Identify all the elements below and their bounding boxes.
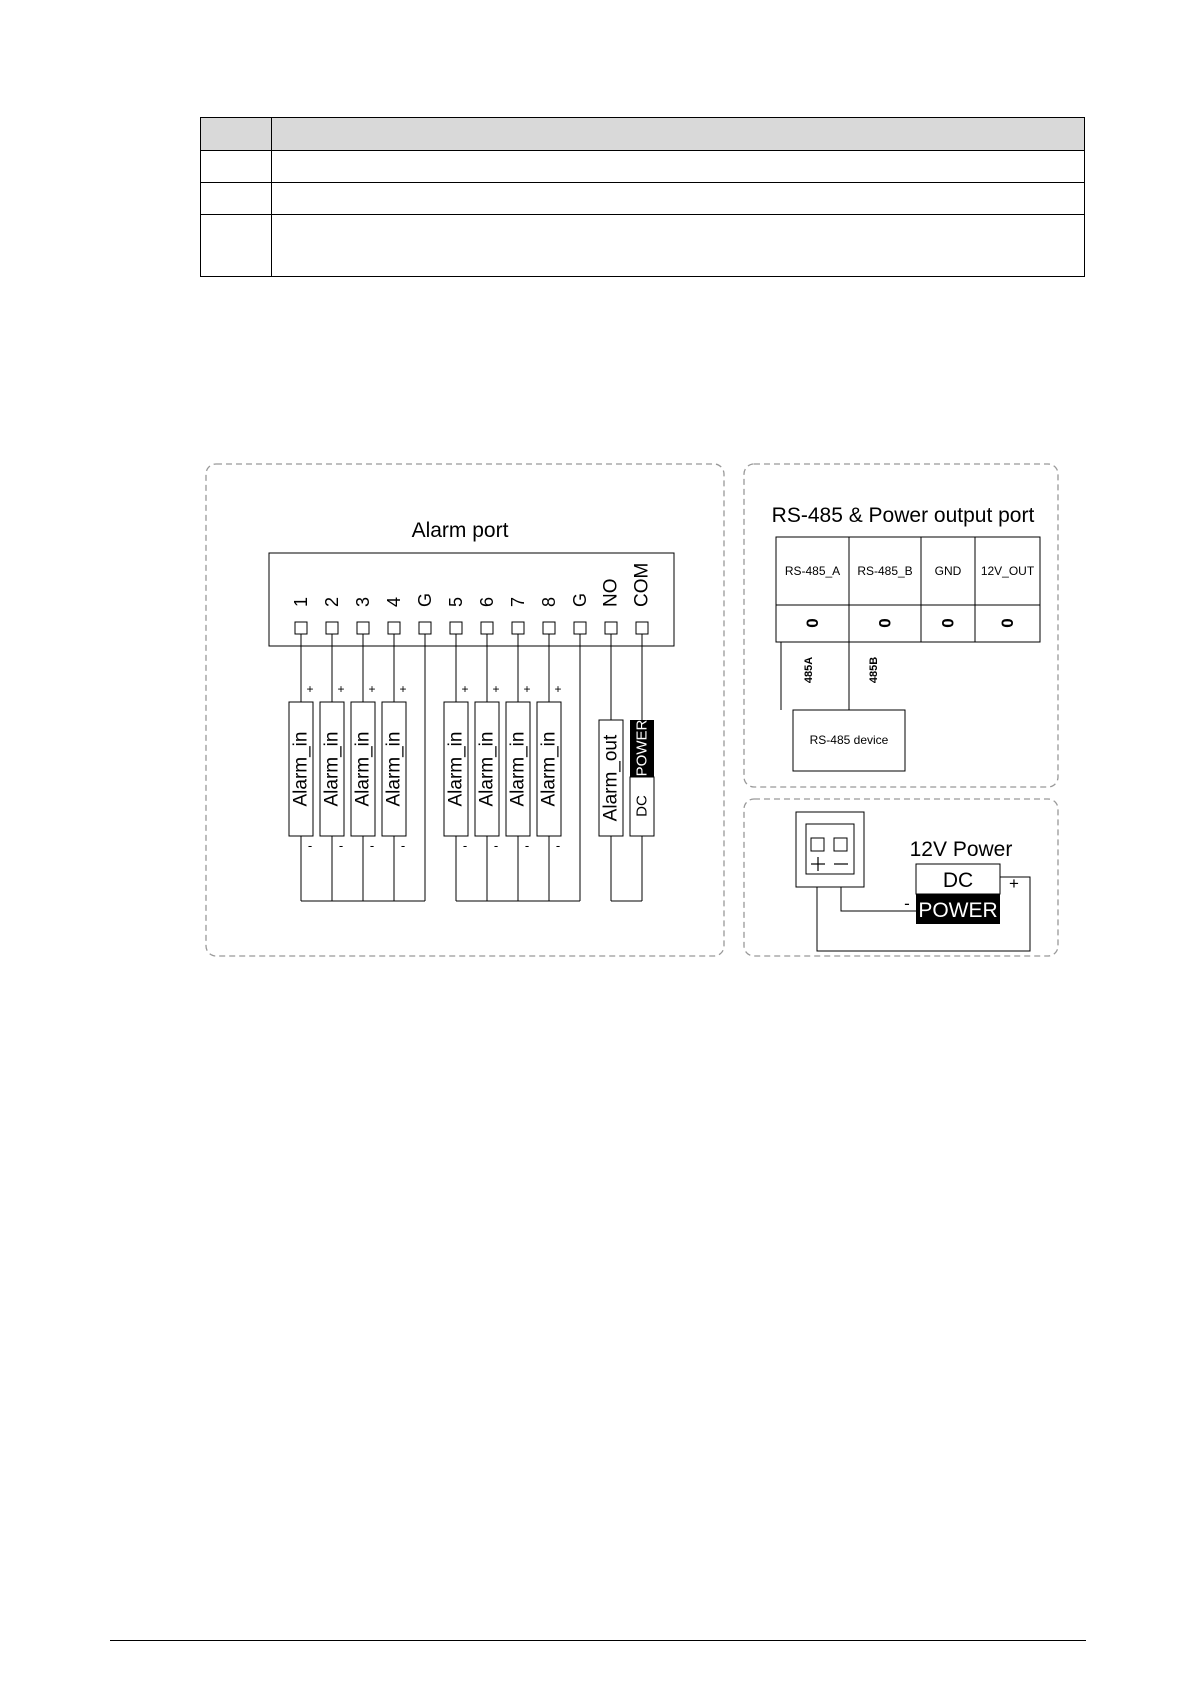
rs485-pin: 0 <box>875 618 895 628</box>
wire-485b-label: 485B <box>868 656 880 684</box>
terminal-label: NO <box>600 578 622 607</box>
terminal-pin <box>636 622 648 634</box>
terminal-pin <box>295 622 307 634</box>
minus-sign: - <box>369 838 375 853</box>
footer-rule <box>110 1640 1086 1641</box>
minus-sign: - <box>307 838 313 853</box>
alarm-terminals <box>291 563 653 634</box>
terminal-pin <box>326 622 338 634</box>
terminal-label: 5 <box>446 596 466 607</box>
plus-sign: + <box>306 682 314 696</box>
alarm-in-label: Alarm_in <box>445 731 467 807</box>
terminal-pin <box>357 622 369 634</box>
alarm-in-label: Alarm_in <box>352 731 374 807</box>
alarm-out-label: Alarm_out <box>600 734 622 822</box>
plus-sign: + <box>399 682 407 696</box>
terminal-pin <box>512 622 524 634</box>
alarm-in-label: Alarm_in <box>321 731 343 807</box>
alarm-port-title: Alarm port <box>411 519 509 542</box>
minus-sign: - <box>555 838 561 853</box>
power-title: 12V Power <box>909 838 1013 861</box>
plus-sign: + <box>554 682 562 696</box>
wire-485a-label: 485A <box>803 656 815 684</box>
terminal-label: 2 <box>322 596 342 607</box>
terminal-label: G <box>570 592 590 607</box>
plus-sign: + <box>523 682 531 696</box>
rs485-pin: 0 <box>938 618 958 628</box>
com-power-label: POWER <box>633 719 651 777</box>
terminal-label: COM <box>631 562 653 607</box>
com-dc-label: DC <box>633 795 651 817</box>
terminal-label: G <box>415 592 435 607</box>
power-power-label: POWER <box>918 899 998 922</box>
minus-sign: - <box>493 838 499 853</box>
terminal-label: 1 <box>291 596 311 607</box>
rs485-connector <box>776 537 1040 642</box>
rs485-device-label: RS-485 device <box>809 733 889 747</box>
plus-sign: + <box>337 682 345 696</box>
alarm-in-label: Alarm_in <box>538 731 560 807</box>
alarm-in-label: Alarm_in <box>290 731 312 807</box>
rs485-header: 12V_OUT <box>980 564 1035 578</box>
power-plus-sign: + <box>1009 874 1019 893</box>
rs485-header: GND <box>934 564 962 578</box>
terminal-pin <box>605 622 617 634</box>
alarm-in-label: Alarm_in <box>476 731 498 807</box>
rs485-header: RS-485_A <box>784 564 841 578</box>
terminal-pin <box>574 622 586 634</box>
terminal-pin <box>543 622 555 634</box>
minus-sign: - <box>462 838 468 853</box>
terminal-label: 4 <box>384 596 404 607</box>
terminal-pin <box>419 622 431 634</box>
plus-sign: + <box>368 682 376 696</box>
terminal-label: 8 <box>539 596 559 607</box>
plus-sign: + <box>461 682 469 696</box>
rs485-title: RS-485 & Power output port <box>771 504 1035 527</box>
terminal-pin <box>388 622 400 634</box>
rs485-pin: 0 <box>803 618 822 628</box>
terminal-label: 7 <box>508 596 528 607</box>
terminal-pin <box>481 622 493 634</box>
minus-sign: - <box>400 838 406 853</box>
power-minus-sign: - <box>904 894 910 913</box>
alarm-wiring <box>289 634 654 901</box>
terminal-label: 6 <box>477 596 497 607</box>
terminal-pin <box>450 622 462 634</box>
alarm-in-label: Alarm_in <box>383 731 405 807</box>
plus-sign: + <box>492 682 500 696</box>
terminal-label: 3 <box>353 596 373 607</box>
power-dc-label: DC <box>942 869 974 892</box>
rs485-pin: 0 <box>998 618 1017 628</box>
rs485-header: RS-485_B <box>857 564 913 578</box>
minus-sign: - <box>338 838 344 853</box>
alarm-in-label: Alarm_in <box>507 731 529 807</box>
minus-sign: - <box>524 838 530 853</box>
